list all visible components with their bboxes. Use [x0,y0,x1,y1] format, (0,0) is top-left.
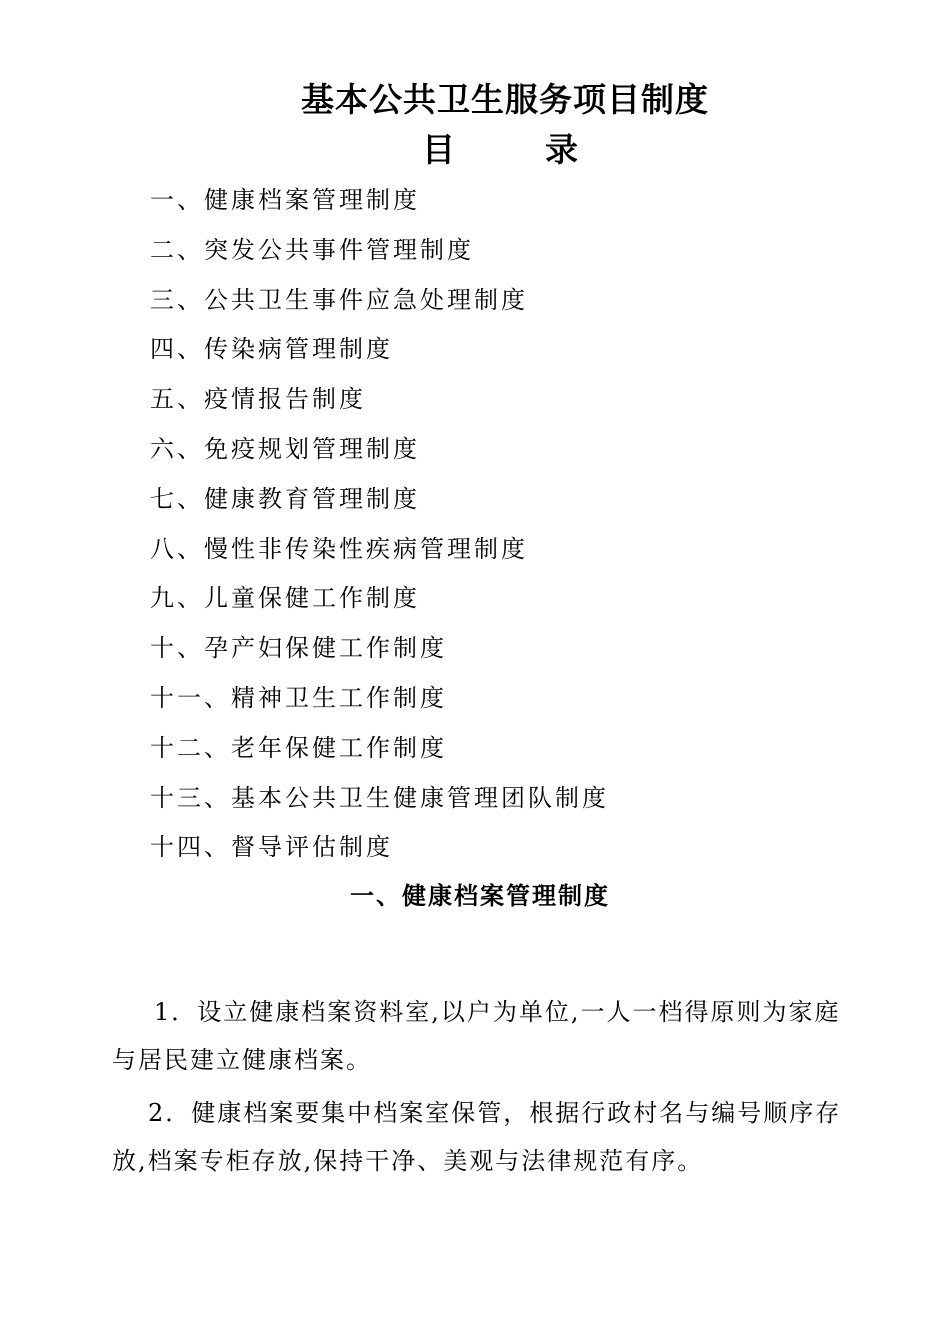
toc-item: 三、公共卫生事件应急处理制度 [150,285,528,314]
toc-heading-right: 录 [545,130,578,169]
toc-item: 八、慢性非传染性疾病管理制度 [150,534,528,563]
body-paragraph: 2．健康档案要集中档案室保管，根据行政村名与编号顺序存放,档案专柜存放,保持干净、美观与法律规范有序。 [112,1099,842,1175]
toc-item: 六、免疫规划管理制度 [150,434,420,463]
section-heading: 一、健康档案管理制度 [350,882,610,910]
table-of-contents [150,177,609,874]
toc-item: 五、疫情报告制度 [150,385,366,414]
toc-item: 十一、精神卫生工作制度 [150,683,447,712]
page-title: 基本公共卫生服务项目制度 [301,80,709,119]
toc-item: 四、传染病管理制度 [150,335,393,364]
toc-heading-left: 目 [422,130,455,169]
toc-item: 九、儿童保健工作制度 [150,584,420,613]
toc-item: 七、健康教育管理制度 [150,484,420,513]
toc-heading [0,128,950,172]
toc-item: 十三、基本公共卫生健康管理团队制度 [150,783,609,812]
toc-item: 十二、老年保健工作制度 [150,733,447,762]
body-paragraph: 1．设立健康档案资料室,以户为单位,一人一档得原则为家庭与居民建立健康档案。 [112,998,841,1074]
toc-item: 二、突发公共事件管理制度 [150,235,474,264]
toc-item: 十、孕产妇保健工作制度 [150,634,447,663]
toc-item: 一、健康档案管理制度 [150,186,420,214]
toc-item: 十四、督导评估制度 [150,833,393,862]
